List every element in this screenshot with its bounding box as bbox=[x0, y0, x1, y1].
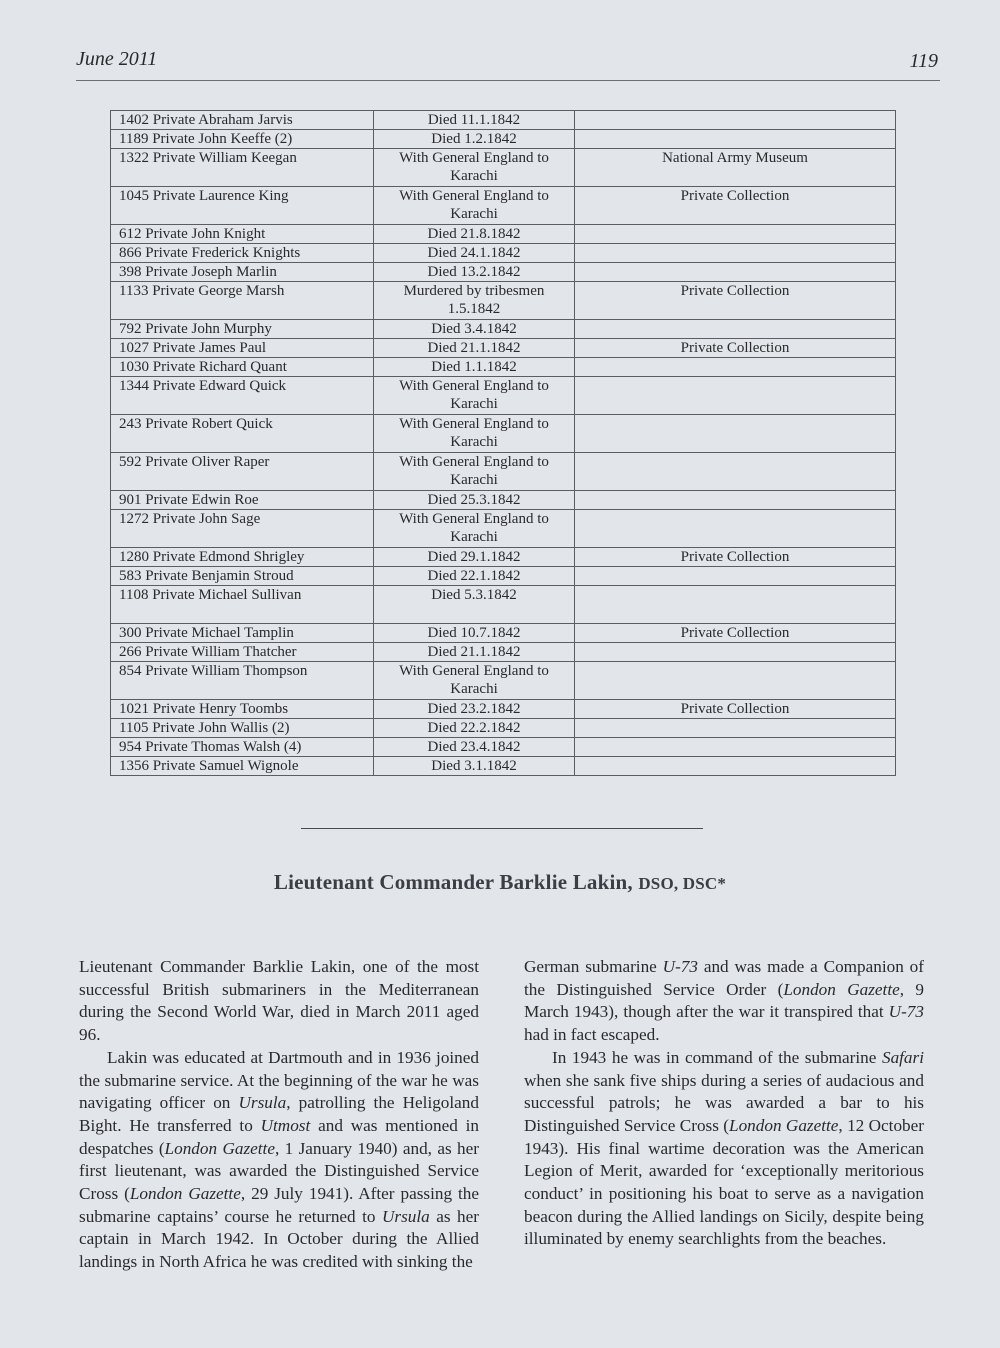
fate-cell: With General England to Karachi bbox=[374, 453, 575, 491]
italic-text: Ursula bbox=[238, 1093, 287, 1113]
table-row bbox=[111, 149, 896, 187]
article-title bbox=[0, 870, 1000, 895]
location-cell bbox=[575, 225, 896, 244]
fate-cell: Died 23.4.1842 bbox=[374, 738, 575, 757]
location-cell: Private Collection bbox=[575, 548, 896, 567]
soldier-name-cell: 1189 Private John Keeffe (2) bbox=[111, 130, 374, 149]
article-postnominals: DSO, DSC* bbox=[638, 874, 727, 893]
location-cell: Private Collection bbox=[575, 700, 896, 719]
soldier-name-cell: 792 Private John Murphy bbox=[111, 320, 374, 339]
fate-cell: Died 22.2.1842 bbox=[374, 719, 575, 738]
soldier-name-cell: 612 Private John Knight bbox=[111, 225, 374, 244]
soldier-name-cell: 1402 Private Abraham Jarvis bbox=[111, 111, 374, 130]
section-divider bbox=[301, 828, 703, 829]
table-row bbox=[111, 757, 896, 776]
casualty-roll-table bbox=[110, 110, 896, 776]
soldier-name-cell: 1344 Private Edward Quick bbox=[111, 377, 374, 415]
location-cell bbox=[575, 510, 896, 548]
location-cell bbox=[575, 453, 896, 491]
soldier-name-cell: 1045 Private Laurence King bbox=[111, 187, 374, 225]
italic-text: Ursula bbox=[381, 1206, 430, 1226]
italic-text: London Gazette bbox=[164, 1138, 275, 1158]
table-row bbox=[111, 339, 896, 358]
table-row bbox=[111, 700, 896, 719]
fate-cell: With General England to Karachi bbox=[374, 510, 575, 548]
table-row bbox=[111, 111, 896, 130]
location-cell bbox=[575, 263, 896, 282]
soldier-name-cell: 901 Private Edwin Roe bbox=[111, 491, 374, 510]
table-row bbox=[111, 282, 896, 320]
fate-cell: Died 13.2.1842 bbox=[374, 263, 575, 282]
article-column-right bbox=[524, 956, 924, 1251]
location-cell bbox=[575, 130, 896, 149]
soldier-name-cell: 592 Private Oliver Raper bbox=[111, 453, 374, 491]
soldier-name-cell: 1108 Private Michael Sullivan bbox=[111, 586, 374, 624]
fate-cell: Died 10.7.1842 bbox=[374, 624, 575, 643]
table-row bbox=[111, 130, 896, 149]
location-cell bbox=[575, 719, 896, 738]
table-row bbox=[111, 738, 896, 757]
table-row bbox=[111, 244, 896, 263]
fate-cell: With General England to Karachi bbox=[374, 662, 575, 700]
soldier-name-cell: 1030 Private Richard Quant bbox=[111, 358, 374, 377]
table-row bbox=[111, 263, 896, 282]
paragraph-text: In 1943 he was in command of the submarine bbox=[552, 1047, 882, 1067]
location-cell bbox=[575, 377, 896, 415]
location-cell bbox=[575, 244, 896, 263]
fate-cell: With General England to Karachi bbox=[374, 377, 575, 415]
soldier-name-cell: 1280 Private Edmond Shrigley bbox=[111, 548, 374, 567]
location-cell bbox=[575, 111, 896, 130]
fate-cell: Died 1.2.1842 bbox=[374, 130, 575, 149]
table-row bbox=[111, 548, 896, 567]
article-paragraph bbox=[79, 1047, 479, 1274]
location-cell: Private Collection bbox=[575, 339, 896, 358]
table-row bbox=[111, 662, 896, 700]
fate-cell: Died 1.1.1842 bbox=[374, 358, 575, 377]
soldier-name-cell: 1322 Private William Keegan bbox=[111, 149, 374, 187]
table-row bbox=[111, 358, 896, 377]
fate-cell: Died 29.1.1842 bbox=[374, 548, 575, 567]
paragraph-text: and was made a Companion of the Distinguished Service Order ( bbox=[524, 957, 924, 999]
soldier-name-cell: 1105 Private John Wallis (2) bbox=[111, 719, 374, 738]
table-row bbox=[111, 491, 896, 510]
table-row bbox=[111, 567, 896, 586]
soldier-name-cell: 1356 Private Samuel Wignole bbox=[111, 757, 374, 776]
location-cell bbox=[575, 643, 896, 662]
location-cell: Private Collection bbox=[575, 187, 896, 225]
location-cell bbox=[575, 415, 896, 453]
italic-text: U-73 bbox=[888, 1002, 924, 1022]
table-row bbox=[111, 225, 896, 244]
location-cell bbox=[575, 491, 896, 510]
italic-text: London Gazette bbox=[129, 1184, 241, 1204]
location-cell: National Army Museum bbox=[575, 149, 896, 187]
location-cell bbox=[575, 738, 896, 757]
soldier-name-cell: 1027 Private James Paul bbox=[111, 339, 374, 358]
fate-cell: Died 21.1.1842 bbox=[374, 339, 575, 358]
fate-cell: Died 25.3.1842 bbox=[374, 491, 575, 510]
soldier-name-cell: 1021 Private Henry Toombs bbox=[111, 700, 374, 719]
fate-cell: Died 22.1.1842 bbox=[374, 567, 575, 586]
article-column-left bbox=[79, 956, 479, 1274]
casualty-roll-body bbox=[111, 111, 896, 776]
paragraph-text: , patrolling the Heligoland Bight. He transferred to bbox=[79, 1093, 479, 1135]
soldier-name-cell: 866 Private Frederick Knights bbox=[111, 244, 374, 263]
table-row bbox=[111, 510, 896, 548]
fate-cell: Died 21.1.1842 bbox=[374, 643, 575, 662]
paragraph-text: had in fact escaped. bbox=[524, 1025, 660, 1045]
location-cell bbox=[575, 358, 896, 377]
location-cell bbox=[575, 662, 896, 700]
page-number: 119 bbox=[909, 50, 938, 72]
soldier-name-cell: 583 Private Benjamin Stroud bbox=[111, 567, 374, 586]
location-cell: Private Collection bbox=[575, 282, 896, 320]
article-paragraph bbox=[79, 956, 479, 1047]
table-row bbox=[111, 719, 896, 738]
table-row bbox=[111, 377, 896, 415]
soldier-name-cell: 1133 Private George Marsh bbox=[111, 282, 374, 320]
paragraph-text: , 9 March 1943), though after the war it transpired that bbox=[524, 979, 924, 1022]
paragraph-text: and was mentioned in despatches ( bbox=[79, 1115, 480, 1158]
fate-cell: Died 11.1.1842 bbox=[374, 111, 575, 130]
running-header bbox=[76, 44, 940, 81]
fate-cell: Died 3.1.1842 bbox=[374, 757, 575, 776]
soldier-name-cell: 266 Private William Thatcher bbox=[111, 643, 374, 662]
fate-cell: With General England to Karachi bbox=[374, 415, 575, 453]
soldier-name-cell: 954 Private Thomas Walsh (4) bbox=[111, 738, 374, 757]
article-paragraph bbox=[524, 956, 924, 1047]
fate-cell: Died 24.1.1842 bbox=[374, 244, 575, 263]
location-cell bbox=[575, 567, 896, 586]
italic-text: London Gazette bbox=[783, 979, 900, 999]
issue-date: June 2011 bbox=[76, 48, 158, 70]
table-row bbox=[111, 187, 896, 225]
table-row bbox=[111, 586, 896, 624]
soldier-name-cell: 300 Private Michael Tamplin bbox=[111, 624, 374, 643]
italic-text: Utmost bbox=[260, 1115, 311, 1135]
paragraph-text: German submarine bbox=[524, 957, 663, 976]
article-paragraph bbox=[524, 1047, 924, 1251]
paragraph-text: when she sank five ships during a series of audacious and successful patrols; he was awarded a bar to his Distinguished Service Cross ( bbox=[524, 1070, 924, 1135]
fate-cell: Died 5.3.1842 bbox=[374, 586, 575, 624]
paragraph-text: as her captain in March 1942. In October during the Allied landings in North Africa he was credited with sinking the bbox=[79, 1206, 479, 1272]
article-title-text: Lieutenant Commander Barklie Lakin, bbox=[273, 870, 633, 894]
fate-cell: Died 23.2.1842 bbox=[374, 700, 575, 719]
fate-cell: Died 21.8.1842 bbox=[374, 225, 575, 244]
italic-text: U-73 bbox=[662, 957, 698, 976]
table-row bbox=[111, 415, 896, 453]
fate-cell: Died 3.4.1842 bbox=[374, 320, 575, 339]
soldier-name-cell: 854 Private William Thompson bbox=[111, 662, 374, 700]
location-cell bbox=[575, 757, 896, 776]
fate-cell: With General England to Karachi bbox=[374, 187, 575, 225]
fate-cell: With General England to Karachi bbox=[374, 149, 575, 187]
paragraph-text: , 1 January 1940) and, as her first lieutenant, was awarded the Distinguished Service Cross ( bbox=[79, 1138, 479, 1204]
paragraph-text: Lakin was educated at Dartmouth and in 1936 joined the submarine service. At the beginning of the war he was navigating officer on bbox=[79, 1047, 479, 1113]
paragraph-text: , 12 October 1943). His final wartime decoration was the American Legion of Merit, awarded for ‘exceptionally meritorious conduct’ in positioning his boat to serve as a navigation beacon during the Allied landings on Sicily, despite being illuminated by enemy searchlights from the beaches. bbox=[524, 1115, 924, 1249]
italic-text: London Gazette bbox=[729, 1115, 839, 1135]
table-row bbox=[111, 624, 896, 643]
paragraph-text: Lieutenant Commander Barklie Lakin, one of the most successful British submariners in the Mediterranean during the Second World War, died in March 2011 aged 96. bbox=[79, 957, 479, 1045]
paragraph-text: , 29 July 1941). After passing the submarine captains’ course he returned to bbox=[79, 1184, 480, 1226]
table-row bbox=[111, 643, 896, 662]
soldier-name-cell: 1272 Private John Sage bbox=[111, 510, 374, 548]
italic-text: Safari bbox=[881, 1047, 924, 1067]
location-cell bbox=[575, 586, 896, 624]
soldier-name-cell: 398 Private Joseph Marlin bbox=[111, 263, 374, 282]
fate-cell: Murdered by tribesmen 1.5.1842 bbox=[374, 282, 575, 320]
location-cell bbox=[575, 320, 896, 339]
table-row bbox=[111, 453, 896, 491]
location-cell: Private Collection bbox=[575, 624, 896, 643]
soldier-name-cell: 243 Private Robert Quick bbox=[111, 415, 374, 453]
table-row bbox=[111, 320, 896, 339]
